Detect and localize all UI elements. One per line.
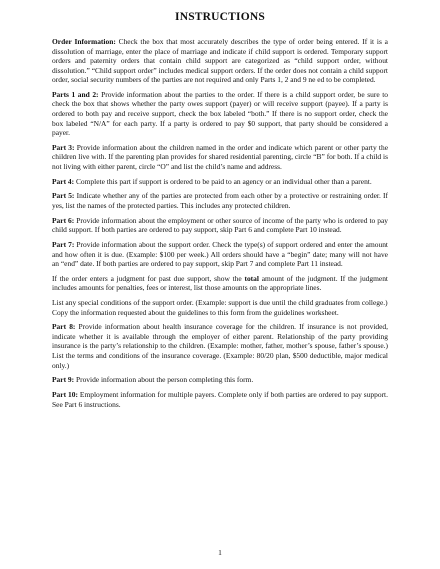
- instruction-special-conditions: List any special conditions of the support order. (Example: support is due until the child graduates from college.): [52, 298, 388, 308]
- judgment-total-emphasis: total: [244, 273, 259, 283]
- para-text: Provide information about the parties to the order. If there is a child support order, be sure to check the box that shows whether the party owes support (payer) or will receive support (payee). If a party is ordered to both pay and receive support, check the box labeled “both.” If there is no support order, check the box labeled “N/A” for each party. If a party is ordered to pay $0 support, that party should be considered a payer.: [52, 89, 388, 138]
- para-label: Part 4:: [52, 176, 75, 186]
- para-label: Part 10:: [52, 390, 78, 400]
- para-text: Employment information for multiple payers. Complete only if both parties are ordered to pay support. See Part 6 instructions.: [52, 390, 388, 409]
- instructions-body: [52, 37, 388, 414]
- para-label: Part 3:: [52, 142, 75, 152]
- instruction-part-6: [52, 216, 388, 235]
- page-number: 1: [218, 548, 222, 557]
- instruction-part-5: [52, 191, 388, 210]
- para-label: Part 5:: [52, 191, 75, 201]
- para-text: Provide information about the support order. Check the type(s) of support ordered and enter the amount and how often it is due. (Example: $100 per week.) All orders should have a “begin” date; many will not have an “end” date. If both parties are ordered to pay support, skip Part 7 and complete Part 11 instead.: [52, 239, 388, 269]
- para-text: Provide information about health insurance coverage for the children. If insurance is not provided, indicate whether it is available through the employer of either parent. Relationship of the party providing insurance is the party’s relationship to the children. (Example: mother, father, mother’s spouse, father’s spouse.) List the terms and conditions of the insurance coverage. (Example: 80/20 plan, $500 deductible, major medical only.): [52, 322, 388, 370]
- judgment-text-after: amount of the judgment. If the judgment includes amounts for penalties, fees or interest, list those amounts on the appropriate lines.: [52, 273, 388, 293]
- para-label: Part 6:: [52, 215, 75, 225]
- para-text: Check the box that most accurately describes the type of order being entered. If it is a dissolution of marriage, enter the place of marriage and indicate if child support is ordered. Temporary support orders and paternity orders that contain child support are categorized as “child support order, without dissolution.” “Child support order” includes medical support orders. If the order does not contain a child support order, social security numbers of the parties are not required and only Parts 1, 2 and 9 ne ed to be completed.: [52, 37, 388, 85]
- instruction-part-10: [52, 390, 388, 409]
- para-text: Provide information about the employment or other source of income of the party who is ordered to pay child support. If both parties are ordered to pay support, skip Part 6 and complete Part 10 instead.: [52, 215, 388, 235]
- instruction-judgment: [52, 274, 388, 293]
- judgment-text-before: If the order enters a judgment for past due support, show the: [52, 273, 245, 283]
- para-label: Part 9:: [52, 375, 75, 385]
- instruction-part-4: [52, 177, 388, 187]
- para-text: Indicate whether any of the parties are protected from each other by a protective or restraining order. If yes, list the names of the protected parties. This includes any protected children.: [52, 191, 388, 210]
- para-text: Provide information about the children named in the order and indicate which parent or other party the children live with. If the parenting plan provides for shared residential parenting, circle “B” for both. If a child is not living with either parent, circle “O” and list the child’s name and address.: [52, 142, 388, 171]
- para-text: Complete this part if support is ordered to be paid to an agency or an individual other than a parent.: [74, 176, 372, 186]
- page-title: INSTRUCTIONS: [175, 11, 265, 23]
- instruction-order-information: [52, 37, 388, 85]
- para-label: Parts 1 and 2:: [52, 89, 99, 99]
- para-text: Provide information about the person completing this form.: [74, 375, 254, 385]
- instruction-parts-1-2: [52, 90, 388, 138]
- para-label: Order Information:: [52, 37, 116, 46]
- instruction-part-8: [52, 322, 388, 370]
- instruction-part-7: [52, 240, 388, 269]
- para-label: Part 8:: [52, 322, 76, 332]
- instruction-part-3: [52, 143, 388, 172]
- instruction-part-9: [52, 375, 388, 385]
- instruction-copy-guidelines: Copy the information requested about the guidelines to this form from the guidelines worksheet.: [52, 307, 339, 317]
- para-label: Part 7:: [52, 239, 75, 249]
